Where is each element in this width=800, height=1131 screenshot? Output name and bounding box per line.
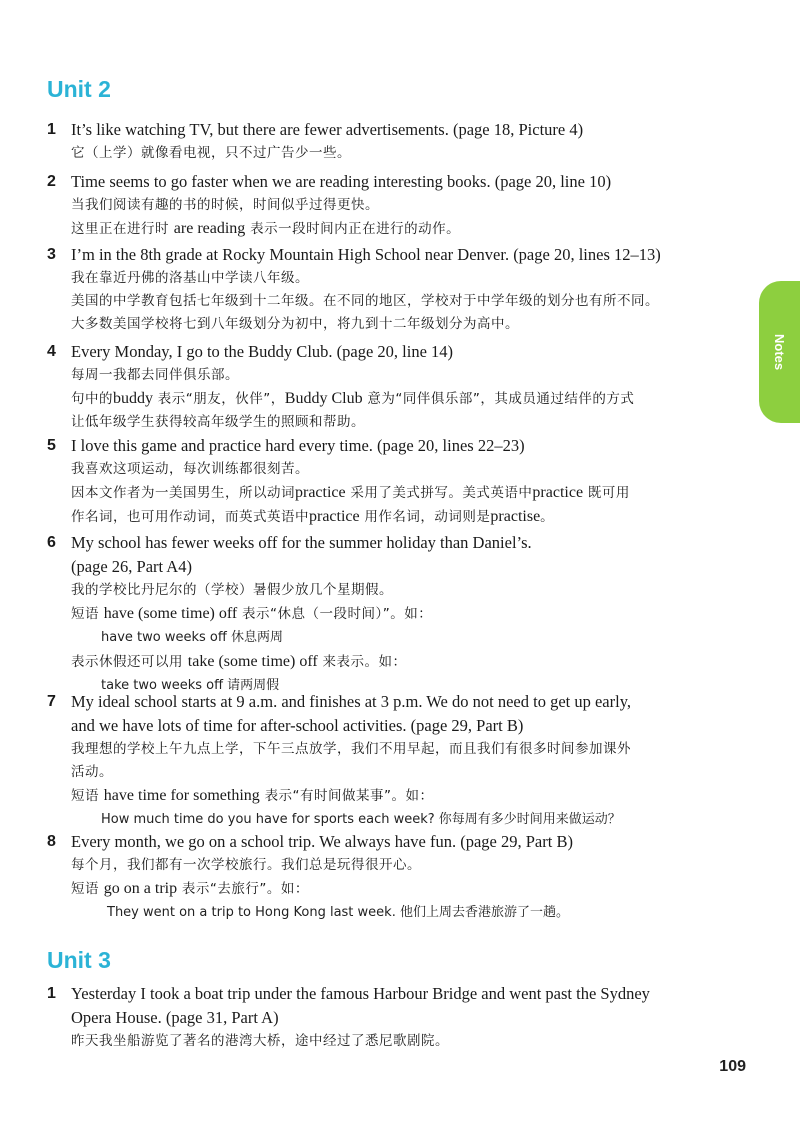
note-number: 6: [47, 534, 56, 551]
note-chinese: 我喜欢这项运动，每次训练都很刻苦。: [71, 461, 309, 477]
note-item: [47, 118, 752, 165]
note-chinese: 昨天我坐船游览了著名的港湾大桥，途中经过了悉尼歌剧院。: [71, 1033, 449, 1049]
note-explanation: 作名词，也可用作动词，而英式英语中practice 用作名词，动词则是practise。: [71, 508, 555, 525]
note-number: 1: [47, 121, 56, 138]
note-chinese: 它（上学）就像看电视，只不过广告少一些。: [71, 145, 351, 161]
note-number: 5: [47, 437, 56, 454]
note-item: [47, 434, 752, 529]
note-explanation: 美国的中学教育包括七年级到十二年级。在不同的地区，学校对于中学年级的划分也有所不同。: [71, 293, 659, 309]
note-explanation: 句中的buddy 表示“朋友，伙伴”，Buddy Club 意为“同伴俱乐部”，其成员通过结伴的方式: [71, 390, 635, 407]
note-explanation: 表示休假还可以用 take (some time) off 来表示。如：: [71, 653, 407, 670]
page-number: 109: [719, 1058, 746, 1075]
note-english: Every month, we go on a school trip. We always have fun. (page 29, Part B): [71, 832, 573, 851]
note-explanation: 让低年级学生获得较高年级学生的照顾和帮助。: [71, 414, 365, 430]
note-item: [47, 170, 752, 241]
note-explanation: 这里正在进行时 are reading 表示一段时间内正在进行的动作。: [71, 220, 461, 237]
note-example: have two weeks off 休息两周: [101, 630, 283, 645]
note-english: I’m in the 8th grade at Rocky Mountain High School near Denver. (page 20, lines 12–13): [71, 245, 661, 264]
note-english: Time seems to go faster when we are reading interesting books. (page 20, line 10): [71, 172, 612, 191]
note-explanation: 短语 have (some time) off 表示“休息（一段时间）”。如：: [71, 605, 433, 622]
note-item: [47, 340, 752, 434]
note-number: 2: [47, 173, 56, 190]
note-english: My ideal school starts at 9 a.m. and finishes at 3 p.m. We do not need to get up early,: [71, 692, 632, 711]
note-chinese: 我理想的学校上午九点上学，下午三点放学，我们不用早起，而且我们有很多时间参加课外: [71, 741, 631, 757]
unit-3-heading: Unit 3: [47, 947, 111, 973]
note-explanation: 大多数美国学校将七到八年级划分为初中，将九到十二年级划分为高中。: [71, 316, 519, 332]
note-chinese: 当我们阅读有趣的书的时候，时间似乎过得更快。: [71, 197, 379, 213]
note-explanation: 短语 go on a trip 表示“去旅行”。如：: [71, 880, 309, 897]
note-explanation: 因本文作者为一美国男生，所以动词practice 采用了美式拼写。美式英语中practice 既可用: [71, 484, 630, 501]
note-item: [47, 830, 752, 925]
note-english: (page 26, Part A4): [71, 557, 192, 576]
note-item: [47, 531, 752, 698]
note-number: 3: [47, 246, 56, 263]
note-chinese: 每个月，我们都有一次学校旅行。我们总是玩得很开心。: [71, 857, 421, 873]
note-number: 8: [47, 833, 56, 850]
note-example: take two weeks off 请两周假: [101, 678, 280, 693]
note-item: [47, 982, 752, 1053]
note-english: Opera House. (page 31, Part A): [71, 1008, 279, 1027]
note-chinese: 活动。: [71, 764, 113, 780]
note-chinese: 我在靠近丹佛的洛基山中学读八年级。: [71, 270, 309, 286]
note-english: Every Monday, I go to the Buddy Club. (page 20, line 14): [71, 342, 454, 361]
note-english: I love this game and practice hard every time. (page 20, lines 22–23): [71, 436, 525, 455]
note-english: Yesterday I took a boat trip under the famous Harbour Bridge and went past the Sydney: [71, 984, 650, 1003]
note-example: They went on a trip to Hong Kong last week. 他们上周去香港旅游了一趟。: [107, 905, 569, 920]
note-item: [47, 690, 752, 832]
note-number: 7: [47, 693, 56, 710]
note-english: My school has fewer weeks off for the summer holiday than Daniel’s.: [71, 533, 532, 552]
unit-2-heading: Unit 2: [47, 76, 111, 102]
note-english: and we have lots of time for after-school activities. (page 29, Part B): [71, 716, 524, 735]
note-number: 4: [47, 343, 56, 360]
note-example: How much time do you have for sports each week? 你每周有多少时间用来做运动？: [101, 812, 621, 827]
note-item: [47, 243, 752, 336]
note-explanation: 短语 have time for something 表示“有时间做某事”。如：: [71, 787, 434, 804]
notes-tab-label: Notes: [772, 333, 787, 371]
note-chinese: 我的学校比丹尼尔的（学校）暑假少放几个星期假。: [71, 582, 393, 598]
note-number: 1: [47, 985, 56, 1002]
notes-side-tab[interactable]: [759, 281, 800, 423]
note-english: It’s like watching TV, but there are fewer advertisements. (page 18, Picture 4): [71, 120, 584, 139]
note-chinese: 每周一我都去同伴俱乐部。: [71, 367, 239, 383]
